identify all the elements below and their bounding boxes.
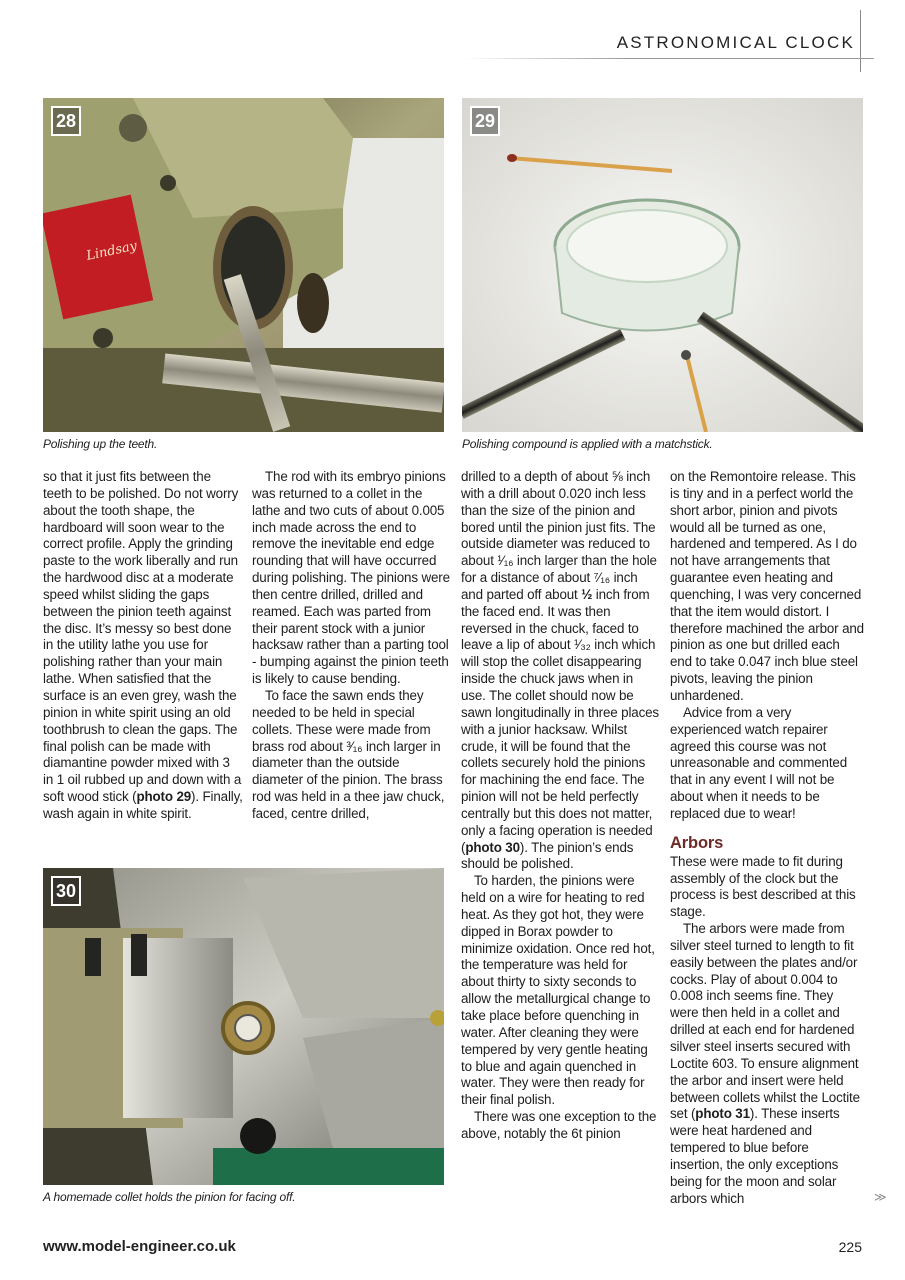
paragraph: on the Remontoire release. This is tiny and in a perfect world the short arbor, pinion and pivots would all be turned as one, hardened and tempered. As I do not have arrangements that guarantee even heating and quenching, I was very concerned that the item would distort. I therefore machined the arbor and pinion as one but drilled each end to take 0.047 inch blue steel pivots, leaving the pinion unhardened.	[670, 469, 864, 703]
photo-number-29: 29	[470, 106, 500, 136]
paragraph: The arbors were made from silver steel turned to length to fit easily between the plates and/or cocks. Play of about 0.004 to 0.008 inch seems fine. They were then held in a collet and drilled at each end for hardened silver steel inserts secured with Loctite 603. To ensure alignment the arbor and insert were held between collets whilst the Loctite set (photo 31). These inserts were heat hardened and tempered to blue before insertion, the only exceptions being for the moon and solar arbors which	[670, 921, 860, 1206]
photo-number-28: 28	[51, 106, 81, 136]
photo-28-image	[43, 98, 444, 432]
paragraph: These were made to fit during assembly of the clock but the process is best described at this stage.	[670, 853, 856, 920]
photo-reference: photo 31	[695, 1106, 750, 1122]
paragraph: so that it just fits between the teeth to be polished. Do not worry about the tooth shape, the hardboard will soon wear to the correct profile. Apply the grinding paste to the work liberally and run the hardwood disc at a moderate speed whilst sliding the gaps between the pinion teeth against the disc. It’s messy so best done in the utility lathe you use for polishing rather than your main lathe. When satisfied that the surface is an even grey, wash the pinion in white spirit using an old toothbrush to clean the gaps. The final polish can be made with diamantine powder mixed with 3 in 1 oil rubbed up and down with a soft wood stick (photo 29). Finally, wash again in white spirit.	[43, 469, 243, 821]
caption-photo-30: A homemade collet holds the pinion for facing off.	[43, 1190, 296, 1204]
paragraph: There was one exception to the above, notably the 6t pinion	[461, 1109, 657, 1141]
photo-30-image	[43, 868, 444, 1185]
svg-text:Lindsay: Lindsay	[85, 238, 139, 264]
column-3	[461, 469, 661, 1143]
section-heading-arbors: Arbors	[670, 833, 724, 852]
column-1	[43, 469, 243, 823]
footer-url[interactable]: www.model-engineer.co.uk	[43, 1238, 236, 1255]
caption-photo-29: Polishing compound is applied with a matchstick.	[462, 437, 713, 451]
paragraph: drilled to a depth of about ⅝ inch with a drill about 0.020 inch less than the size of the pinion and bored until the pinion just fits. The outside diameter was reduced to about ¹⁄₁₆ inch larger than the hole for a distance of about ⁷⁄₁₆ inch and parted off about ½ inch from the faced end. It was then reversed in the chuck, faced to leave a lip of about ¹⁄₃₂ inch which will stop the collet disappearing inside the chuck jaws when in use. The collet should now be sawn longitudinally in three places with a junior hacksaw. Whilst crude, it will be found that the collets securely hold the pinions for machining the end face. The pinion will not be held perfectly centrally but this does not matter, only a facing operation is needed (photo 30). The pinion’s ends should be polished.	[461, 469, 659, 872]
photo-reference: photo 29	[136, 789, 192, 805]
paragraph: To face the sawn ends they needed to be held in special collets. These were made from brass rod about ³⁄₁₆ inch larger in diameter than the outside diameter of the pinion. The brass rod was held in a thee jaw chuck, faced, centre drilled,	[252, 687, 445, 821]
paragraph: The rod with its embryo pinions was returned to a collet in the lathe and two cuts of about 0.005 inch made across the end to remove the inevitable end edge rounding that will have occurred during polishing. The pinions were then centre drilled, drilled and reamed. Each was parted from their parent stock with a junior hacksaw rather than a parting tool - bumping against the pinion teeth is likely to cause bending.	[252, 469, 450, 687]
header-rule-vertical	[860, 10, 861, 72]
photo-29	[462, 98, 863, 432]
continue-mark: ≫	[874, 1190, 887, 1204]
header-rule	[462, 58, 874, 59]
page-number: 225	[838, 1239, 862, 1255]
column-4	[670, 469, 865, 1207]
photo-number-30: 30	[51, 876, 81, 906]
paragraph: Advice from a very experienced watch repairer agreed this course was not unreasonable and commented that in any event I will not be about when it needs to be replaced due to wear!	[670, 704, 847, 821]
column-2	[252, 469, 452, 823]
caption-photo-28: Polishing up the teeth.	[43, 437, 158, 451]
photo-reference: photo 30	[465, 839, 520, 855]
running-head: ASTRONOMICAL CLOCK	[616, 33, 855, 52]
paragraph: To harden, the pinions were held on a wire for heating to red heat. As they got hot, they were dipped in Borax powder to minimize oxidation. Once red hot, the temperature was held for about thirty to sixty seconds to allow the metallurgical change to take place before quenching in water. After cleaning they were tempered by very gentle heating to blue and again quenched in water. They were then ready for their final polish.	[461, 873, 655, 1108]
photo-30	[43, 868, 444, 1185]
photo-29-image	[462, 98, 863, 432]
photo-28	[43, 98, 444, 432]
